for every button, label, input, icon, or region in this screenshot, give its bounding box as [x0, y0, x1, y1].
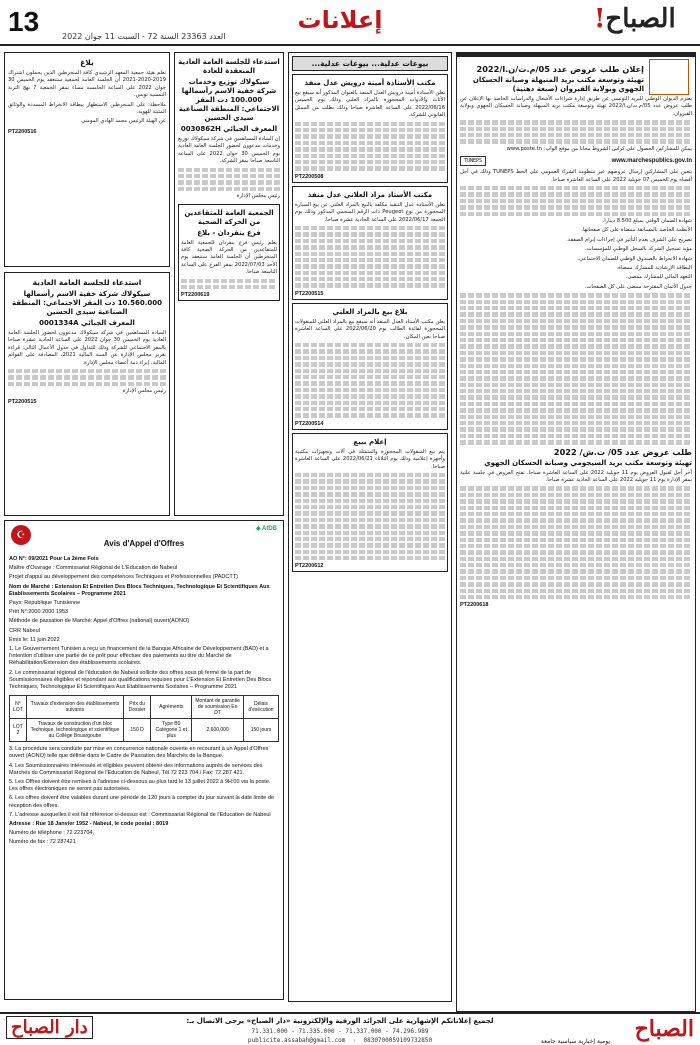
- avis-fax: Numéro de fax : 72 287421: [9, 839, 76, 846]
- table-header: Agréments: [151, 696, 192, 719]
- notice-body: تعلم هيئة جمعية المعهد الرشيدي كافة المنخرطين الذين يحملون اشتراك 2019-2020-2021 أن الجلسة العامة لجمعية ستنعقد يوم الخميس 30 جوان 2022 على الساعة الخامسة مساء بمقر الجمعية 7 نهج التربة التمسية تونس.: [8, 70, 167, 99]
- sale2-body: تعلن الأستاذة عدل التنفيذ مكلفة بالبيع بالمزاد العلني عن بيع السيارة المحجوزة من نوع Peugeot ذات الرقم المنجمي المذكور وذلك يوم الجمعة 2022/06/17 على الساعة الحادية عشرة صباحا.: [295, 201, 446, 223]
- logo-text: الصباح: [605, 4, 676, 34]
- avis-projet: Projet d'appui au développement des compétences Techniques et Professionnelles (PADCTT): [9, 574, 238, 581]
- sale2-ref: PT2200515: [295, 290, 324, 297]
- avis-para1: 1. Le Gouvernement Tunisien a reçu un financement de la Banque Africaine de Développement (BAD) et a l'intention d'utiliser une partie de ce prêt pour effectuer des paiements au titre du Marché de Réhabilitation/Extension des établissements scolaires.: [9, 646, 269, 667]
- avis-methode: Méthode de passation de Marché: Appel d'Offres (national) ouvert(AONO): [9, 618, 190, 625]
- retirees-ref: PT2200619: [181, 292, 210, 299]
- newspaper-logo: !الصباح: [594, 4, 676, 34]
- tender2-title: طلب عروض عدد 05/ ت.ش/ 2022: [553, 446, 692, 457]
- page-header: [0, 0, 700, 46]
- avis-para7: 7. L'adresse auxquelles il est fait référence ci-dessus est : Commissariat Régional de l'Education de Nabeul: [9, 811, 271, 818]
- footer-tagline: لجميع إعلاناتكم الإشهارية على الجرائد الورقية والإلكترونية «دار الصباح» يرجى الاتصال بـ:: [186, 1017, 494, 1025]
- tender-list-item: التعهد المالي للمشارك ممضى.: [625, 274, 692, 281]
- section-title: إعلانات: [297, 6, 383, 34]
- sale4-body: يتم بيع المنقولات المحجوزة والمتمثلة في آلات وتجهيزات مكتبية وأجهزة إعلامية وذلك يوم الثلاثاء 2022/06/21 على الساعة العاشرة صباحا.: [295, 448, 445, 470]
- avis-para3: 3. La procédure sera conduite par mise en concurrence nationale ouverte en recourant à un Appel d'Offres ouvert (AONO) telle que définie dans le Cadre de Passation des Marchés de la Banque.: [9, 746, 269, 760]
- sale3-body: يعلن مكتب الأستاذ العدل المنفذ أنه سيقع بيع بالمزاد العلني للمنقولات المحجوزة لفائدة الطالب يوم 2022/06/20 على الساعة العاشرة صباحا بعين المكان.: [295, 318, 445, 340]
- judicial-sales-column: [288, 52, 452, 1002]
- avis-para6: 6. Les offres doivent être valables durant une période de 120 jours à compter du jour suivant la date limite de réception des offres.: [9, 795, 274, 809]
- avis-ao-no: AO N°: 09/2021 Pour La 2ème Fois: [9, 556, 99, 562]
- tender1-sub: تهيئة وتوسعة مكتب بريد المنيهلة وصيانة الحسكان الجهوي وبولاية القيروان (صبغة دهنية): [472, 76, 644, 93]
- judicial-sales-header: بيوعات عدلية... بيوعات عدلية...: [292, 56, 448, 71]
- assembly2-reg: المعرف الجبائي 0030862H: [180, 125, 278, 133]
- retirees-body: يعلم رئيس فرع بنقردان للجمعية العامة للمتقاعدين من الحركة الصحية كافة المنخرطين أن الجلسة العامة ستنعقد يوم الأحد 2022/07/03 بمقر الفرع على الساعة التاسعة صباحا.: [181, 239, 277, 276]
- tender-list-item: جدول الأثمان المقترحة ممضى على كل الصفحات.: [584, 283, 692, 290]
- tender-ref: PT2200618: [460, 602, 489, 609]
- footer-number: 0830700059109732850: [363, 1037, 433, 1044]
- avis-crr: CRR Nabeul: [9, 627, 40, 634]
- table-cell: 2,600,000: [192, 719, 244, 742]
- avis-table: [9, 695, 279, 742]
- assembly-body: السادة المساهمين في شركة سيكولاك مدعوون لحضور الجلسة العامة العادية يوم الخميس 30 جوان 2022 على الساعة الحادية عشرة صباحا بالمقر الاجتماعي للشركة وذلك للتداول في جدول الأعمال التالي: قراءة تقرير مجلس الإدارة عن السنة المالية 2021، المصادقة على القوائم المالية، إبراء ذمة أعضاء مجلس الإدارة.: [8, 330, 166, 366]
- dateline: العدد 23363 السنة 72 - السبت 11 جوان 2022: [62, 32, 226, 41]
- tunisia-flag-icon: ☪: [11, 525, 31, 545]
- notice-ref: PT2200516: [8, 128, 37, 135]
- table-header: Montant de garantie de soumission En DT: [192, 696, 244, 719]
- avis-emis: Émis le: 11 juin 2022: [9, 636, 60, 643]
- table-header: Délais d'exécution: [243, 696, 278, 719]
- sale1-title: مكتب الأستاذة أمينة درويش عدل منفذ: [304, 79, 436, 87]
- afdb-logo-icon: ◆ AfDB: [255, 526, 277, 532]
- avis-tel: Numéro de téléphone : 72 223704,: [9, 830, 95, 837]
- sale1-body: تعلن الأستاذة أمينة درويش العدل المنفذ بالعنوان المذكور أنه سيقع بيع الأثاث والأدوات المحجوزة بالمزاد العلني وذلك يوم الخميس 2022/06/16 على الساعة العاشرة صباحا وذلك بطلب من الممثل القانوني للشركة.: [295, 90, 445, 119]
- marches-publics-link[interactable]: www.marchespublics.gov.tn: [611, 158, 692, 165]
- avis-para2: 2. Le commissariat régional de l'éducation de Nabeul sollicite des offres sous pli fermé de la part de Soumissionnaires éligibles et répondant aux qualifications requises pour L'Extension Et Entretien Des Blocs Techniques, Technologique Et Scientifiques Aux Etablissements Scolaires – Programme 2021: [9, 669, 272, 691]
- poste-tender-column: [456, 52, 696, 1012]
- table-header: Travaux d'extension des établissements suivants: [26, 696, 123, 719]
- tender1-body3: يتعين على المشاركين إرسال عروضهم عبر منظومة الشراء العمومي على الخط TUNEPS وذلك في أجل أقصاه يوم الخميس 07 جويلية 2022 على الساعة العاشرة صباحا.: [460, 169, 692, 183]
- footer-email[interactable]: publicite.assabah@gmail.com: [247, 1037, 346, 1044]
- tender2-body: آخر أجل لقبول العروض يوم 11 جويلية 2022 على الساعة العاشرة صباحا. تفتح العروض في جلسة علنية بمقر الإدارة يوم 11 جويلية 2022 على الساعة الحادية عشرة صباحا.: [460, 469, 692, 483]
- avis-maitre: Maître d'Ouvrage : Commissariat Régional de L'Education de Nabeul: [9, 565, 178, 572]
- sale4-title: إعلام ببيع: [353, 437, 387, 446]
- tender1-title: إعلان طلب عروض عدد 05/م.ت/ن.ا/2022: [476, 64, 644, 74]
- assembly-title: استدعاء للجلسة العامة العادية: [32, 278, 142, 287]
- table-cell: Travaux de construction d'un bloc Technique, technologique et scientifique au Collège Bouargoube: [26, 719, 123, 742]
- avis-nom: Nom de Marché : Extension Et Entretien Des Blocs Techniques, Technologique Et Scientifiques Aux Etablissements Scolaires – Programme 2021: [9, 583, 270, 597]
- footer-phones: 71.331.000 - 71.335.000 - 71.337.000 - 74.296.989: [251, 1028, 429, 1035]
- avis-appel-offres: [4, 520, 284, 1000]
- sale1-ref: PT2200508: [295, 173, 324, 180]
- assembly-notice-sicolac: [4, 272, 170, 516]
- table-cell: 150 jours: [243, 719, 278, 742]
- footer-copyright: يومية إخبارية سياسية جامعة: [540, 1038, 610, 1045]
- tender-list-item: مؤيد تسجيل الشركة بالسجل الوطني للمؤسسات.: [585, 246, 692, 253]
- notice-title: بلاغ: [80, 58, 94, 67]
- sale4-ref: PT2200612: [295, 563, 324, 570]
- sale3-title: بلاغ بيع بالمزاد العلني: [332, 307, 408, 316]
- retirees-title: الجمعية العامة للمتقاعدين من الحركة الصحية: [184, 208, 274, 226]
- assembly-company: سيكولاك شركة خفية الاسم رأسمالها 10.560.000 دت المقر الاجتماعي: المنطقة الصناعية سيدي الحسين: [12, 290, 162, 316]
- footer-banner: الصباح دار الصباح لجميع إعلاناتكم الإشهارية على الجرائد الورقية والإلكترونية «دار الصباح» يرجى الاتصال بـ: 71.331.000 - 71.335.000 - 71.337.000 - 74.296.989 publicite.assabah@gmail.com · 0830700059109732850 يومية إخبارية سياسية جامعة: [0, 1012, 700, 1045]
- notice-box-left-top: [4, 52, 170, 267]
- tender1-body2: يمكن للمشاركين الحصول على كراس الشروط مجانا من موقع الواب: www.poste.tn: [506, 145, 692, 152]
- avis-adresse: Adresse : Rue 18 Janvier 1952 - Nabeul, le code postal : 8019: [9, 821, 169, 828]
- assembly2-signature: رئيس مجلس الإدارة: [236, 193, 280, 200]
- assembly2-body: إن السادة المساهمين في شركة سيكولاك توزيع وخدمات مدعوون لحضور الجلسة العامة العادية يوم الخميس 30 جوان 2022 على الساعة التاسعة صباحا بمقر الشركة.: [178, 136, 280, 165]
- notice-signature: عن الهيئة الرئيس محمد الهادي المومني: [81, 118, 166, 125]
- avis-para4: 4. Les Soumissionnaires intéressés et éligibles peuvent obtenir des informations auprès de services des Marchés du Commissariat Régional de l'Education de Nabeul, Tél 72 223 704 / Fax: 72 287 421.: [9, 762, 263, 776]
- avis-title: Avis d'Appel d'Offres: [103, 539, 185, 548]
- page-number: 13: [8, 6, 40, 37]
- tender-list-item: الأنظمة الخاصة بالمسابقة ممضاة على كل صفحاتها.: [581, 227, 692, 234]
- footer-masthead: الصباح: [634, 1016, 694, 1042]
- assembly2-company: سيكولاك توزيع وخدمات شركة خفية الاسم رأسمالها 100.000 دت المقر الاجتماعي: المنطقة الصناعية سيدي الحسين: [178, 78, 280, 122]
- tender-list-item: شهادة الضمان الوقتي بمبلغ 8.500 دينارا.: [602, 217, 692, 224]
- footer-masthead-small: دار الصباح: [6, 1016, 93, 1039]
- assembly2-title: استدعاء للجلسة العامة العادية المنعقدة للعادة: [178, 58, 280, 75]
- avis-pret: Prêt N°:2000 2000 1953: [9, 609, 69, 616]
- table-row: [10, 719, 279, 742]
- assembly-notice-second: [174, 52, 284, 516]
- tender-list-item: تصريح على الشرف بعدم التأثير في إجراءات إبرام الصفقة.: [566, 236, 692, 243]
- tuneps-logo: TUNEPS: [460, 156, 486, 166]
- table-cell: 150 D: [123, 719, 150, 742]
- table-header: N° LOT: [10, 696, 27, 719]
- table-cell: Type B0 Catégorie 1 et plus: [151, 719, 192, 742]
- table-header-row: [10, 696, 279, 719]
- table-header: Prix du Dossier: [123, 696, 150, 719]
- notice-note: ملاحظة: على المنخرطين الاستظهار ببطاقة الانخراط المسددة والوثائق المثبتة للهوية.: [8, 101, 166, 116]
- table-cell: LOT 2: [10, 719, 27, 742]
- sale3-ref: PT2200514: [295, 420, 324, 427]
- sale2-title: مكتب الأستاذ مراد العلاني عدل منفذ: [307, 190, 433, 199]
- assembly-ref: PT2200515: [8, 398, 37, 405]
- tender-list-item: شهادة الانخراط بالصندوق الوطني للضمان الاجتماعي.: [577, 255, 692, 262]
- tender-list-item: البطاقة الإرشادية للمشارك ممضاة.: [616, 264, 692, 271]
- retirees-sub: فرع بنقردان - بلاغ: [197, 228, 261, 237]
- poste-logo-icon: [649, 59, 689, 95]
- assembly-signature: رئيس مجلس الإدارة: [122, 388, 166, 395]
- avis-para5: 5. Les Offres doivent être remises à l'adresse ci-dessous au plus tard le 13 juillet 2022 à 9H:00 via la poste. Les offres électroniques ne seront pas autorisées.: [9, 779, 271, 793]
- tender1-body: يعتزم الديوان الوطني للبريد التونسي عن طريق إدارة شراءات الأشغال والدراسات الخاصة بها الإعلان عن طلب عروض عدد 05/م.ت/ن.ا/2022 تهيئة وتوسعة مكتب بريد المنيهلة وصيانة الحسكان الجهوي وبولاية القيروان.: [460, 96, 693, 117]
- avis-pays: Pays: République Tunisienne: [9, 600, 81, 607]
- tender2-sub: تهيئة وتوسعة مكتب بريد السيجومي وصيانة الحسكان الجهوي: [484, 458, 692, 467]
- assembly-reg: المعرف الجبائي 0001334A: [39, 319, 135, 327]
